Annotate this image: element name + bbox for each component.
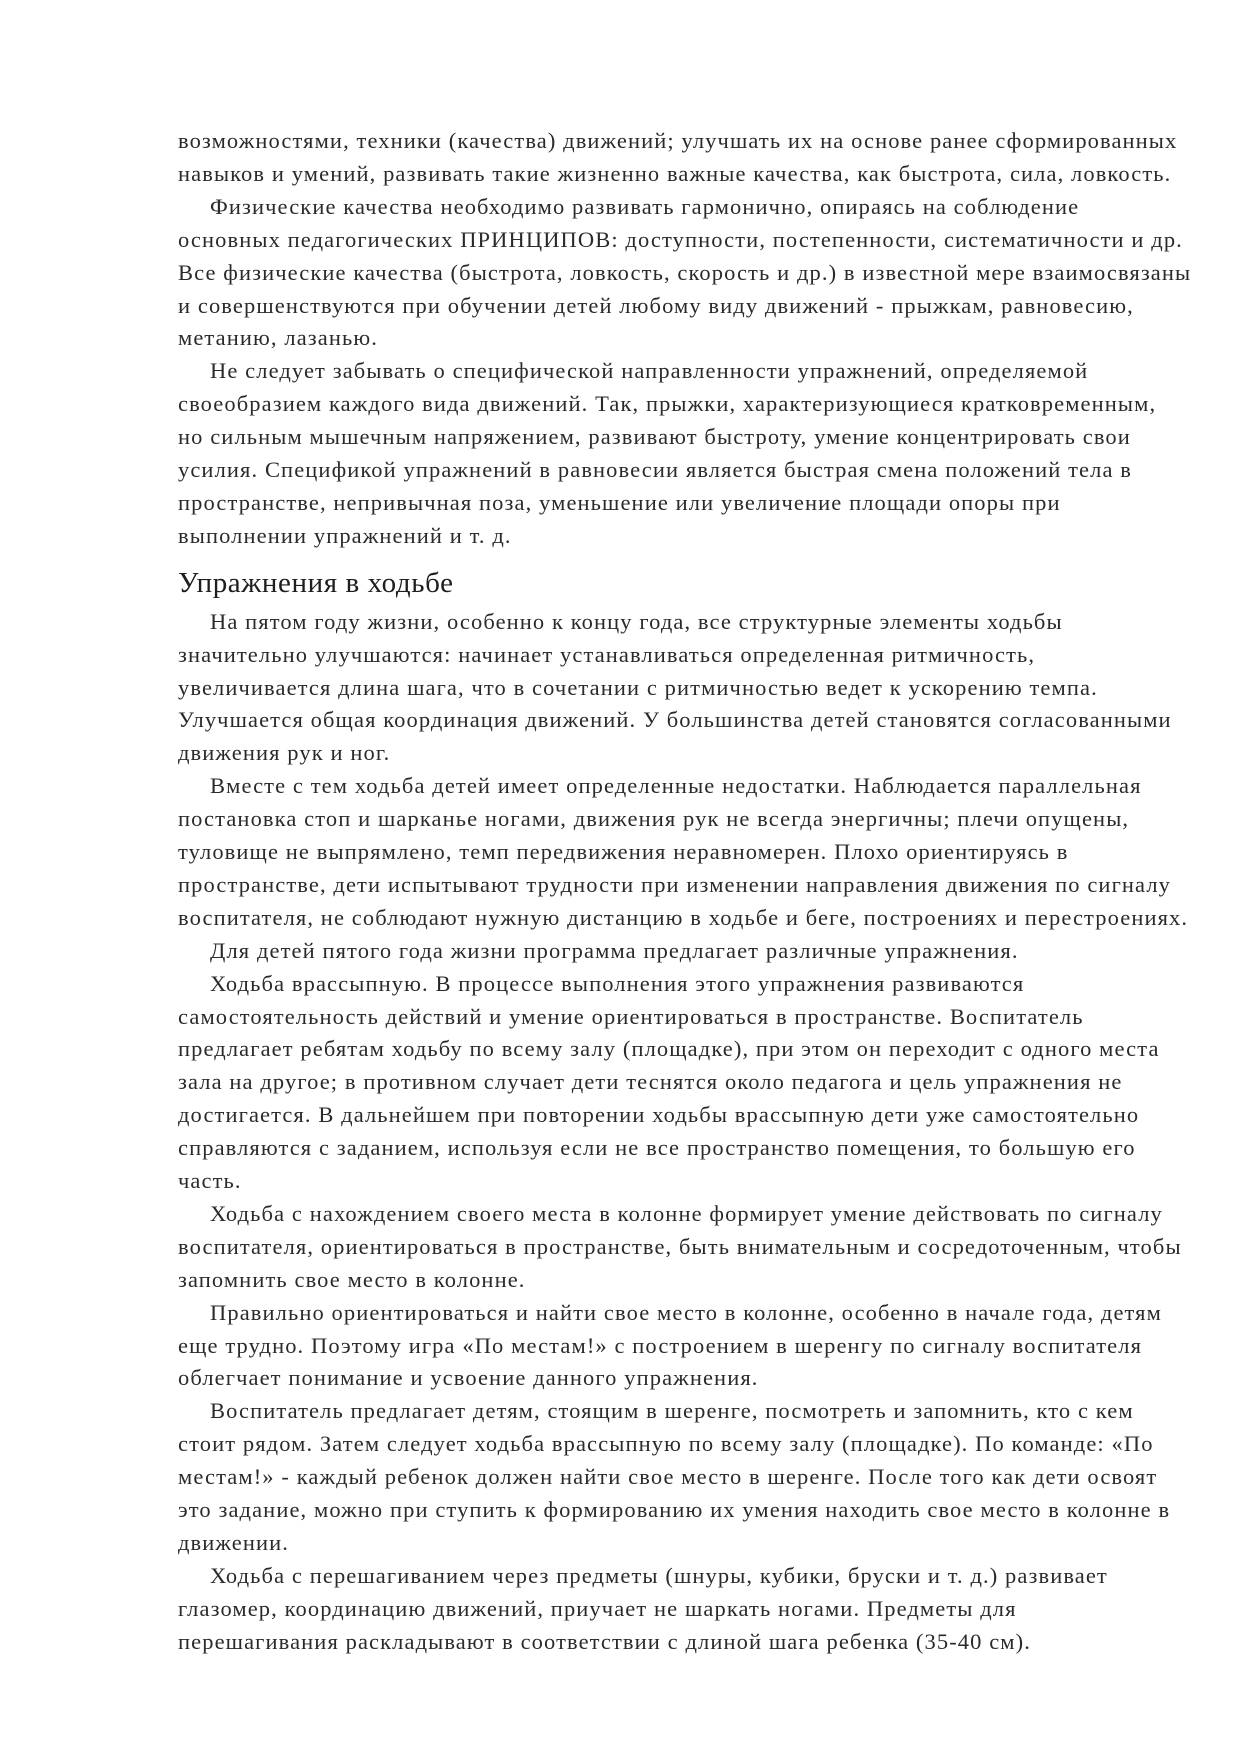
paragraph-line: справляются с заданием, используя если не все пространство помещения, то большую его (178, 1135, 1136, 1161)
paragraph-line: местам!» - каждый ребенок должен найти свое место в шеренге. После того как дети освоят (178, 1464, 1158, 1490)
paragraph-line: значительно улучшаются: начинает устанавливаться определенная ритмичность, (178, 641, 1036, 667)
paragraph-line: возможностями, техники (качества) движений; улучшать их на основе ранее сформированных (178, 128, 1178, 153)
paragraph-line: увеличивается длина шага, что в сочетании с ритмичностью ведет к ускорению темпа. (178, 674, 1098, 700)
paragraph-line: туловище не выпрямлено, темп передвижения неравномерен. Плохо ориентируясь в (178, 839, 1069, 864)
paragraph-line: часть. (178, 1168, 242, 1193)
paragraph-line: Улучшается общая координация движений. У большинства детей становятся согласованными (178, 707, 1172, 733)
paragraph-line: Физические качества необходимо развивать гармонично, опираясь на соблюдение (210, 193, 1080, 219)
paragraph-line: предлагает ребятам ходьбу по всему залу (площадке), при этом он переходит с одного места (178, 1036, 1160, 1062)
paragraph-line: зала на другое; в противном случает дети теснятся около педагога и цель упражнения не (178, 1069, 1123, 1095)
paragraph-line: своеобразием каждого вида движений. Так, прыжки, характеризующиеся кратковременным, (178, 391, 1157, 417)
paragraph-line: Не следует забывать о специфической направленности упражнений, определяемой (210, 358, 1089, 384)
paragraph-line: метанию, лазанью. (178, 325, 378, 351)
paragraph-line: воспитателя, не соблюдают нужную дистанцию в ходьбе и беге, построениях и перестроениях. (178, 904, 1189, 930)
paragraph-line: движения рук и ног. (178, 740, 391, 766)
paragraph-line: глазомер, координацию движений, приучает не шаркать ногами. Предметы для (178, 1595, 1017, 1621)
paragraph-line: постановка стоп и шарканье ногами, движения рук не всегда энергичны; плечи опущены, (178, 806, 1130, 832)
paragraph-line: Ходьба врассыпную. В процессе выполнения этого упражнения развиваются (210, 970, 1025, 996)
paragraph-line: но сильным мышечным напряжением, развивают быстроту, умение концентрировать свои (178, 424, 1131, 450)
paragraph-line: основных педагогических ПРИНЦИПОВ: доступности, постепенности, систематичности и др. (178, 226, 1183, 252)
paragraph-line: облегчает понимание и усвоение данного упражнения. (178, 1365, 759, 1391)
paragraph-line: усилия. Спецификой упражнений в равновесии является быстрая смена положений тела в (178, 457, 1132, 482)
paragraph-line: Ходьба с перешагиванием через предметы (шнуры, кубики, бруски и т. д.) развивает (210, 1562, 1108, 1588)
paragraph-line: воспитателя, ориентироваться в пространстве, быть внимательным и сосредоточенным, чтобы (178, 1233, 1182, 1259)
paragraph-line: Вместе с тем ходьба детей имеет определенные недостатки. Наблюдается параллельная (210, 773, 1142, 799)
paragraph-line: и совершенствуются при обучении детей любому виду движений - прыжкам, равновесию, (178, 292, 1134, 318)
paragraph-line: достигается. В дальнейшем при повторении ходьбы врассыпную дети уже самостоятельно (178, 1102, 1140, 1128)
paragraph-line: На пятом году жизни, особенно к концу года, все структурные элементы ходьбы (210, 608, 1063, 634)
paragraph-line: самостоятельность действий и умение ориентироваться в пространстве. Воспитатель (178, 1003, 1084, 1029)
paragraph-line: Для детей пятого года жизни программа предлагает различные упражнения. (210, 937, 1019, 963)
paragraph-line: Воспитатель предлагает детям, стоящим в шеренге, посмотреть и запомнить, кто с кем (210, 1398, 1134, 1424)
paragraph-line: стоит рядом. Затем следует ходьба врассыпную по всему залу (площадке). По команде: «По (178, 1431, 1154, 1457)
section-heading: Упражнения в ходьбе (178, 566, 454, 599)
paragraph-line: пространстве, дети испытывают трудности при изменении направления движения по сигналу (178, 871, 1172, 897)
paragraph-line: Правильно ориентироваться и найти свое место в колонне, особенно в начале года, детям (210, 1299, 1162, 1325)
paragraph-line: навыков и умений, развивать такие жизненно важные качества, как быстрота, сила, ловкость. (178, 160, 1172, 186)
paragraph-line: Все физические качества (быстрота, ловкость, скорость и др.) в известной мере взаимосвязаны (178, 259, 1192, 285)
paragraph-line: еще трудно. Поэтому игра «По местам!» с построением в шеренгу по сигналу воспитателя (178, 1332, 1143, 1358)
paragraph-line: движении. (178, 1529, 289, 1555)
paragraph-line: это задание, можно при ступить к формированию их умения находить свое место в колонне в (178, 1497, 1171, 1522)
paragraph-line: запомнить свое место в колонне. (178, 1266, 526, 1292)
paragraph-line: выполнении упражнений и т. д. (178, 522, 512, 548)
paragraph-line: Ходьба с нахождением своего места в колонне формирует умение действовать по сигналу (210, 1200, 1163, 1226)
paragraph-line: перешагивания раскладывают в соответствии с длиной шага ребенка (35-40 см). (178, 1628, 1031, 1654)
paragraph-line: пространстве, непривычная поза, уменьшение или увеличение площади опоры при (178, 489, 1061, 515)
